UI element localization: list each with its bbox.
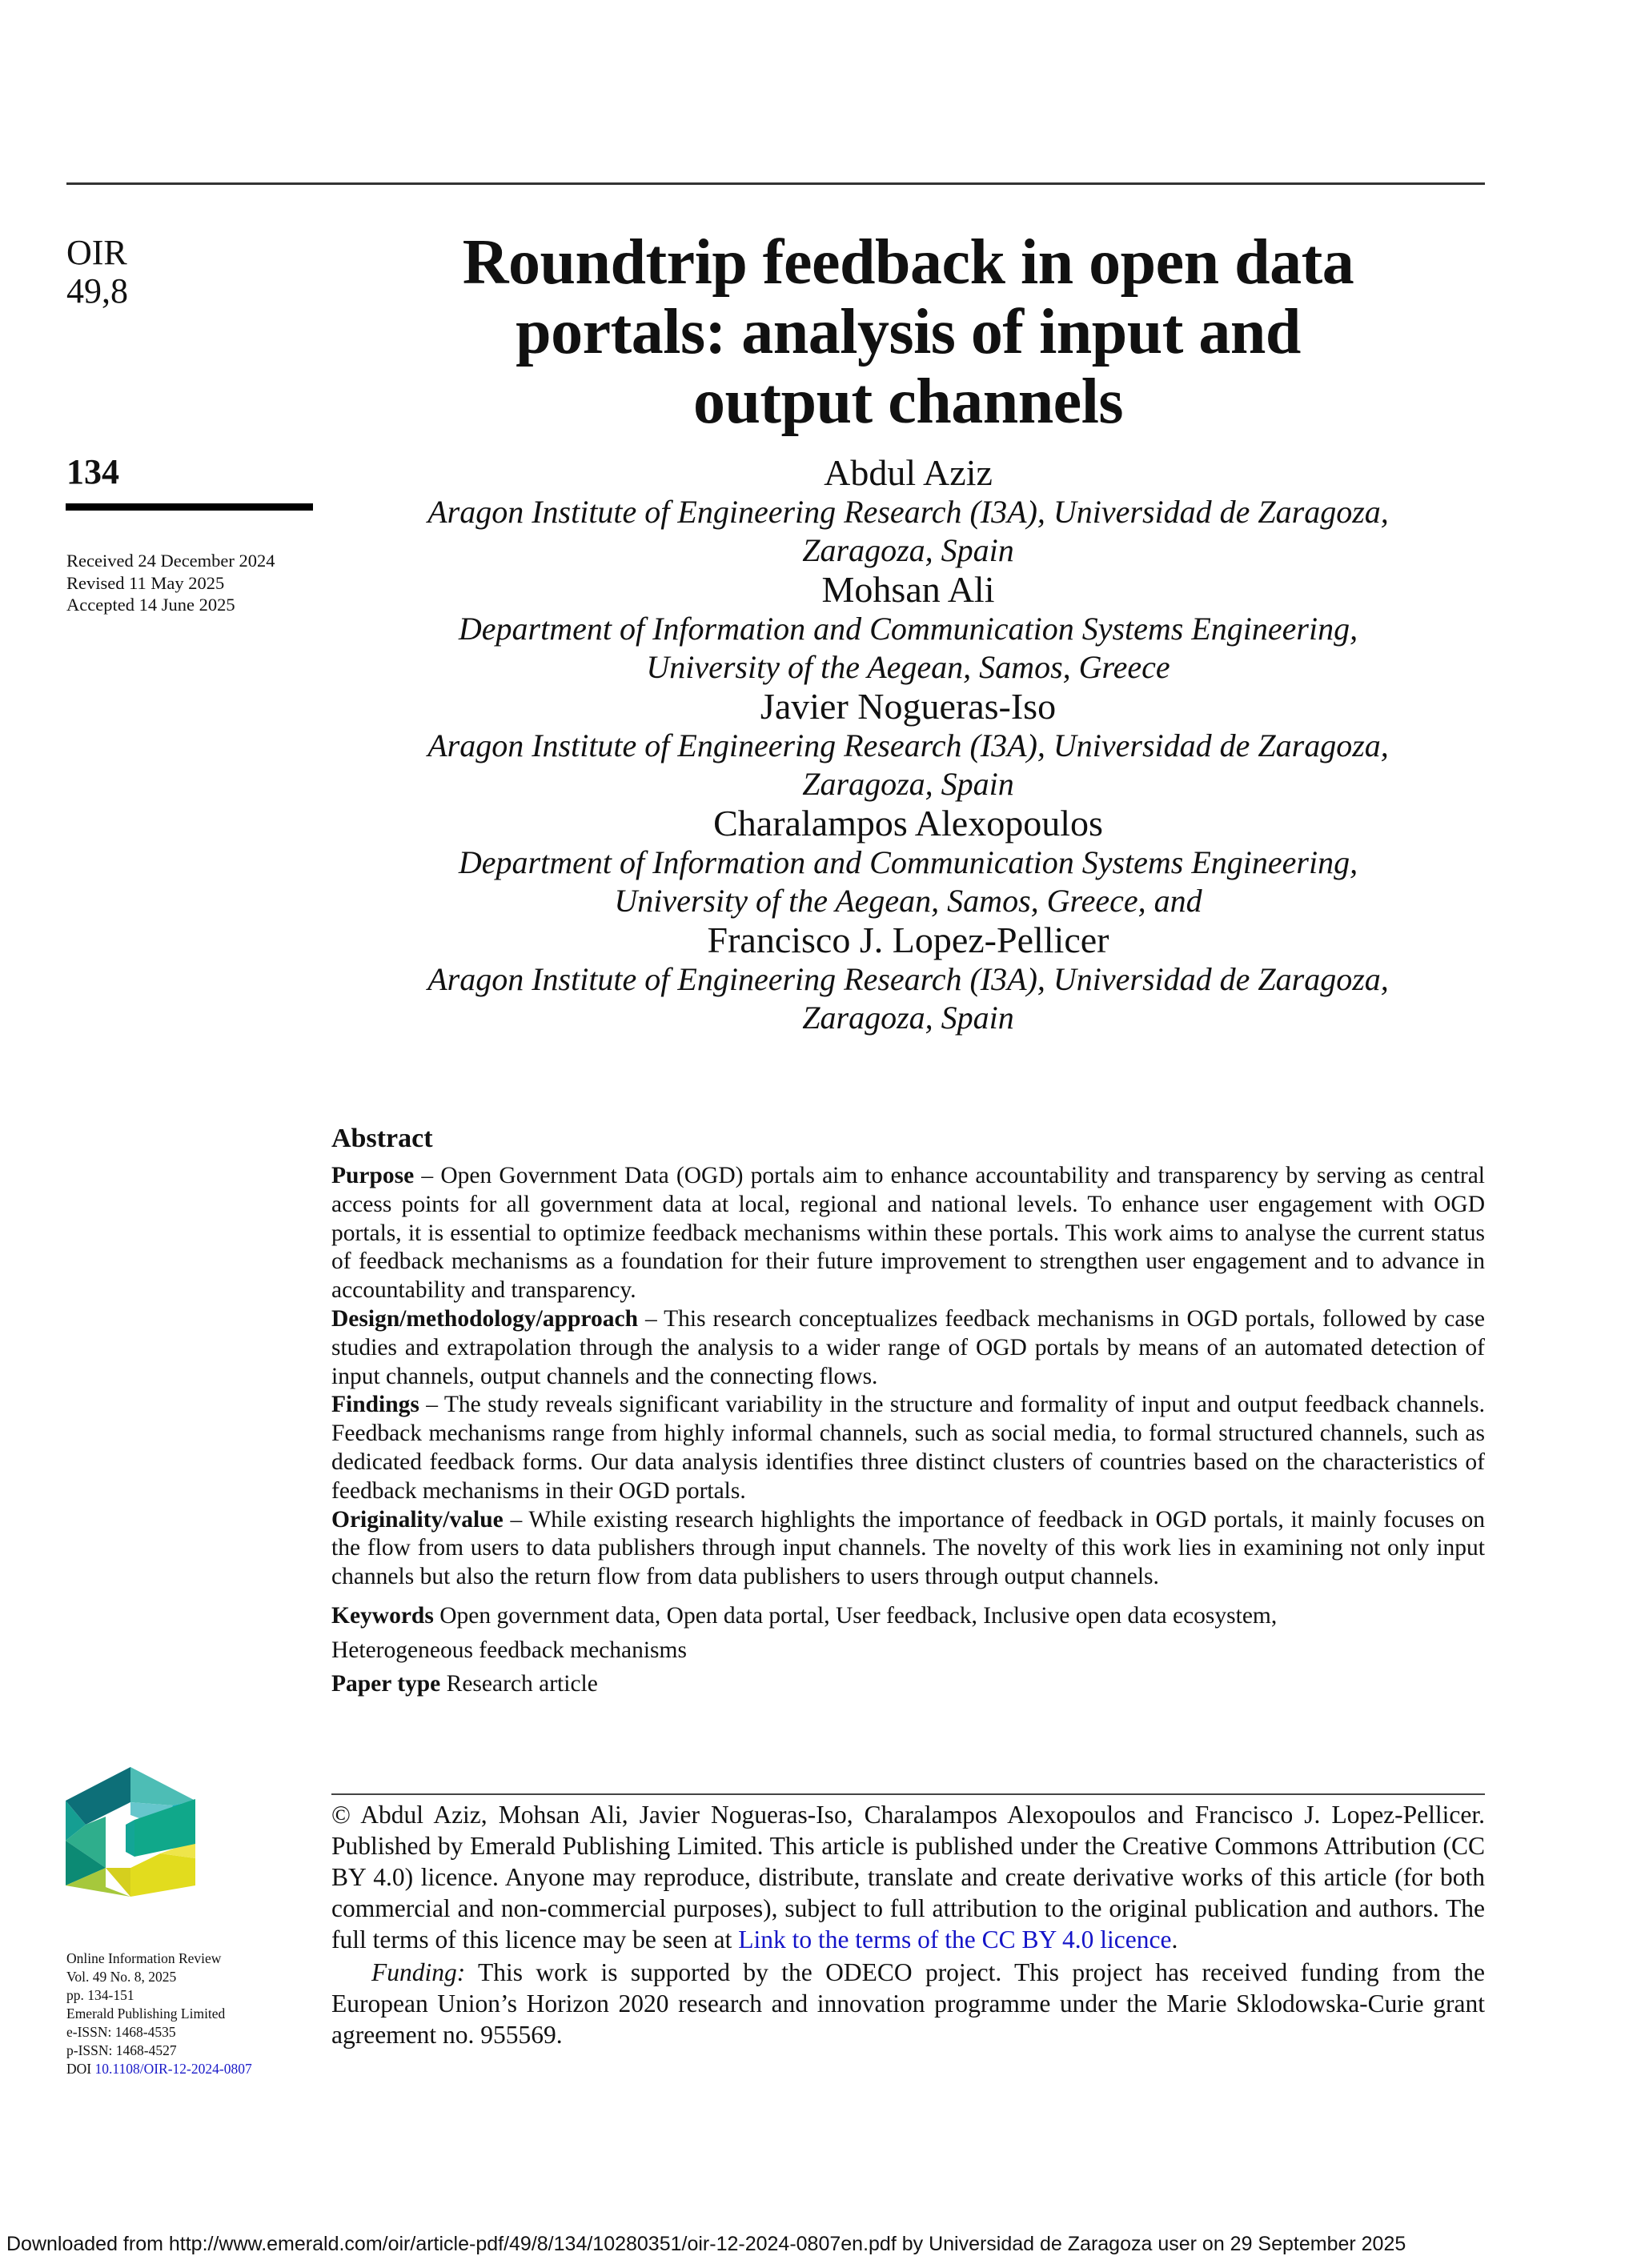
author-affiliation: Aragon Institute of Engineering Research (I3A), Universidad de Zaragoza, [427, 961, 1389, 997]
volume-info: Vol. 49 No. 8, 2025 [66, 1969, 177, 1985]
author-affiliation: Zaragoza, Spain [802, 1000, 1014, 1036]
author-affiliation: Zaragoza, Spain [802, 532, 1014, 568]
author [331, 570, 1485, 687]
keywords-block [331, 1599, 1485, 1701]
section-label: Findings [331, 1392, 419, 1418]
author [331, 687, 1485, 803]
article-title [331, 228, 1485, 437]
journal-name: Online Information Review [66, 1950, 222, 1966]
keywords [331, 1599, 1485, 1633]
doi-label: DOI [66, 2061, 92, 2077]
author-affiliation: Zaragoza, Spain [802, 766, 1014, 802]
keywords-label: Keywords [331, 1603, 434, 1629]
keywords-text: Open government data, Open data portal, User feedback, Inclusive open data ecosystem, [433, 1603, 1278, 1629]
author [331, 920, 1485, 1037]
paper-type-label: Paper type [331, 1671, 441, 1697]
section-text: – Open Government Data (OGD) portals aim to enhance accountability and transparency by serving as central access points for all government data at local, regional and national levels. To enhance user engagement with OGD portals, it is essential to optimize feedback mechanisms within these portals. This work aims to analyse the current status of feedback mechanisms as a foundation for their future improvement to strengthen user engagement and to advance in accountability and transparency. [331, 1163, 1485, 1304]
author-name: Abdul Aziz [824, 452, 993, 493]
author-name: Mohsan Ali [821, 569, 995, 610]
received-date: Received 24 December 2024 [66, 551, 275, 571]
author-affiliation: University of the Aegean, Samos, Greece [646, 649, 1170, 685]
abstract-purpose [331, 1162, 1485, 1305]
cc-license-link[interactable]: Link to the terms of the CC BY 4.0 licence [738, 1925, 1172, 1953]
article-history [66, 550, 275, 616]
abstract-body [331, 1162, 1485, 1592]
license-text: © Abdul Aziz, Mohsan Ali, Javier Nogueras-Iso, Charalampos Alexopoulos and Francisco J. Lopez-Pellicer. Published by Emerald Publishing Limited. This article is published under the Creative Commons Attribution (CC BY 4.0) licence. Anyone may reproduce, distribute, translate and create derivative works of this article (for both commercial and non-commercial purposes), subject to full attribution to the original publication and authors. The full terms of this licence may be seen at [331, 1801, 1485, 1953]
section-label: Originality/value [331, 1506, 504, 1533]
funding-text: This work is supported by the ODECO project. This project has received funding from the European Union’s Horizon 2020 research and innovation programme under the Marie Sklodowska-Curie grant agreement no. 955569. [331, 1958, 1485, 2049]
section-label: Design/methodology/approach [331, 1305, 638, 1332]
abstract-design [331, 1305, 1485, 1391]
funding-note [331, 1957, 1485, 2050]
title-line-2: portals: analysis of input and [516, 297, 1301, 367]
keywords-continued: Heterogeneous feedback mechanisms [331, 1637, 687, 1663]
section-text: – The study reveals significant variability in the structure and formality of input and output feedback channels. Feedback mechanisms range from highly informal channels, such as social media, to formal structured channels, such as dedicated feedback forms. Our data analysis identifies three distinct clusters of countries based on the characteristics of feedback mechanisms in their OGD portals. [331, 1392, 1485, 1504]
abstract-heading: Abstract [331, 1124, 433, 1153]
authors-block [331, 453, 1485, 1037]
license-block [331, 1799, 1485, 2050]
publisher: Emerald Publishing Limited [66, 2006, 226, 2022]
paper-type-value: Research article [440, 1671, 598, 1697]
volume-issue: 49,8 [66, 271, 128, 311]
author-name: Francisco J. Lopez-Pellicer [707, 920, 1109, 960]
doi-link[interactable]: 10.1108/OIR-12-2024-0807 [94, 2061, 252, 2077]
page-number: 134 [66, 452, 119, 491]
author [331, 803, 1485, 920]
author-affiliation: Department of Information and Communication Systems Engineering, [458, 844, 1358, 880]
author [331, 453, 1485, 570]
author-affiliation: Aragon Institute of Engineering Research (I3A), Universidad de Zaragoza, [427, 494, 1389, 530]
emerald-logo-icon [66, 1767, 195, 1897]
download-notice: Downloaded from http://www.emerald.com/oir/article-pdf/49/8/134/10280351/oir-12-2024-0807en.pdf by Universidad de Zaragoza user on 29 September 2025 [6, 2233, 1406, 2255]
author-affiliation: University of the Aegean, Samos, Greece, and [614, 883, 1202, 919]
paper-type [331, 1667, 1485, 1701]
author-affiliation: Department of Information and Communication Systems Engineering, [458, 611, 1358, 647]
page-range: pp. 134-151 [66, 1987, 134, 2003]
author-affiliation: Aragon Institute of Engineering Research (I3A), Universidad de Zaragoza, [427, 727, 1389, 763]
license-period: . [1171, 1925, 1178, 1953]
publication-info [66, 1949, 252, 2078]
doi-line [66, 2060, 252, 2078]
abstract-findings [331, 1391, 1485, 1505]
section-text: – This research conceptualizes feedback mechanisms in OGD portals, followed by case studies and extrapolation through the analysis to a wider range of OGD portals by means of an automated detection of input channels, output channels and the connecting flows. [331, 1305, 1485, 1389]
abstract-originality [331, 1506, 1485, 1592]
top-rule [66, 182, 1485, 185]
section-label: Purpose [331, 1163, 415, 1188]
license-notice [331, 1799, 1485, 1955]
accepted-date: Accepted 14 June 2025 [66, 595, 235, 615]
eissn: e-ISSN: 1468-4535 [66, 2024, 176, 2040]
pissn: p-ISSN: 1468-4527 [66, 2042, 177, 2058]
journal-code [66, 234, 128, 311]
revised-date: Revised 11 May 2025 [66, 572, 225, 593]
title-line-3: output channels [692, 367, 1124, 437]
author-name: Javier Nogueras-Iso [760, 686, 1057, 727]
page-number-bar [66, 503, 313, 511]
title-line-1: Roundtrip feedback in open data [462, 227, 1354, 298]
section-text: – While existing research highlights the importance of feedback in OGD portals, it mainly focuses on the flow from users to data publishers through input channels. The novelty of this work lies in examining not only input channels but also the return flow from data publishers to users through output channels. [331, 1506, 1485, 1590]
author-name: Charalampos Alexopoulos [713, 803, 1103, 843]
funding-label: Funding: [371, 1958, 466, 1986]
footnote-rule [331, 1793, 1485, 1795]
journal-abbrev: OIR [66, 233, 127, 272]
